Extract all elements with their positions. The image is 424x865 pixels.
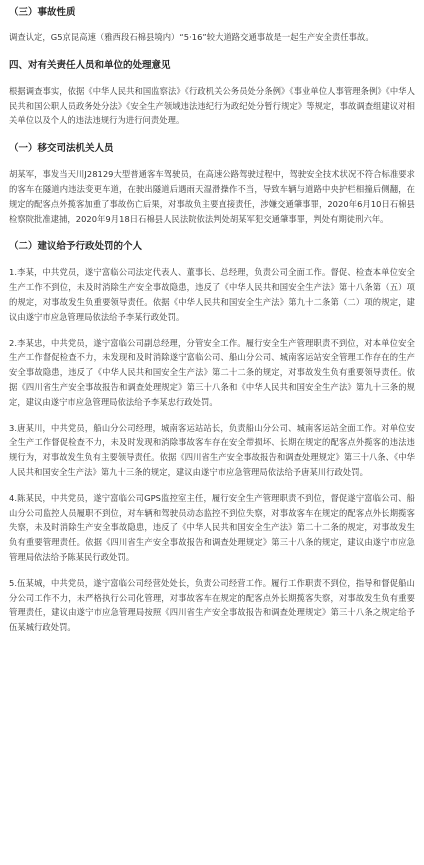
list-item: 2.李某忠，中共党员，遂宁富临公司副总经理，分管安全工作。履行安全生产管理职责不到位，对本单位安全生产工作督促检查不力，未发现和及时消除遂宁富临公司、船山分公司、城南客运站安全管理工作存在的生产安全事故隐患，违反了《中华人民共和国安全生产法》第二十二条的规定，对事故发生负有重要领导责任。依据《四川省生产安全事故报告和调查处理规定》第三十八条和《中华人民共和国安全生产法》第九十三条的规定，建议由遂宁市应急管理局依法给予李某忠行政处罚。 bbox=[9, 337, 415, 407]
list-item: 1.李某，中共党员，遂宁富临公司法定代表人、董事长、总经理，负责公司全面工作。督促、检查本单位安全生产工作不到位，未及时消除生产安全事故隐患，违反了《中华人民共和国安全生产法》第十八条第（五）项的规定，对事故发生负重要领导责任。依据《中华人民共和国安全生产法》第九十二条第（二）项的规定，建议由遂宁市应急管理局依法给予李某行政处罚。 bbox=[9, 267, 415, 322]
subsection-1-paragraph: 胡某军，事发当天川J28129大型普通客车驾驶员，在高速公路驾驶过程中，驾驶安全技术状况不符合标准要求的客车在隧道内违法变更车道，在驶出隧道后遇雨天湿滑操作不当，导致车辆与道路中央护栏相撞后侧翻，在规定的配客点外揽客加重了事故伤亡后果，对事故负主要直接责任，涉嫌交通肇事罪，2020年6月10日石棉县检察院批准逮捕，2020年9月18日石棉县人民法院依法判处胡某军犯交通肇事罪，判处有期徒刑六年。 bbox=[9, 169, 415, 224]
subsection-1-heading: （一）移交司法机关人员 bbox=[9, 143, 114, 155]
section-3-paragraph: 调查认定，G5京昆高速（雅西段石棉县境内）“5·16”较大道路交通事故是一起生产安全责任事故。 bbox=[9, 32, 374, 42]
list-item: 3.唐某川，中共党员，船山分公司经理，城南客运站站长，负责船山分公司、城南客运站全面工作。对单位安全生产工作督促检查不力，未及时发现和消除事故客车存在安全带损坏、长期在规定的配客点外揽客的违法违规行为，对事故发生负有主要领导责任。依据《四川省生产安全事故报告和调查处理规定》第三十八条、《中华人民共和国安全生产法》第九十三条的规定，建议由遂宁市应急管理局依法给予唐某川行政处罚。 bbox=[9, 422, 415, 477]
subsection-2-heading: （二）建议给予行政处罚的个人 bbox=[9, 241, 143, 253]
list-item: 4.陈某民，中共党员，遂宁富临公司GPS监控室主任，履行安全生产管理职责不到位，督促遂宁富临公司、船山分公司监控人员履职不到位，对车辆和驾驶员动态监控不到位失察，对事故客车在规定的配客点外长期揽客失察，未及时消除生产安全事故隐患，违反了《中华人民共和国安全生产法》第二十二条的规定，对事故发生负有重要管理责任。依据《四川省生产安全事故报告和调查处理规定》第三十八条的规定，建议由遂宁市应急管理局依法给予陈某民行政处罚。 bbox=[9, 492, 415, 562]
list-item: 5.伍某城，中共党员，遂宁富临公司经营处处长，负责公司经营工作。履行工作职责不到位，指导和督促船山分公司工作不力，未严格执行公司化管理，对事故客车在规定的配客点外长期揽客失察，对事故发生负有重要管理责任，建议由遂宁市应急管理局按照《四川省生产安全事故报告和调查处理规定》第三十八条之规定给予伍某城行政处罚。 bbox=[9, 577, 415, 633]
section-4-heading: 四、对有关责任人员和单位的处理意见 bbox=[9, 59, 171, 71]
section-4-paragraph: 根据调查事实，依据《中华人民共和国监察法》《行政机关公务员处分条例》《事业单位人事管理条例》《中华人民共和国公职人员政务处分法》《安全生产领域违法违纪行为政纪处分暂行规定》等规定，事故调查组建议对相关单位以及个人的违法违规行为进行问责处理。 bbox=[9, 85, 415, 126]
section-3-heading: （三）事故性质 bbox=[9, 7, 76, 18]
